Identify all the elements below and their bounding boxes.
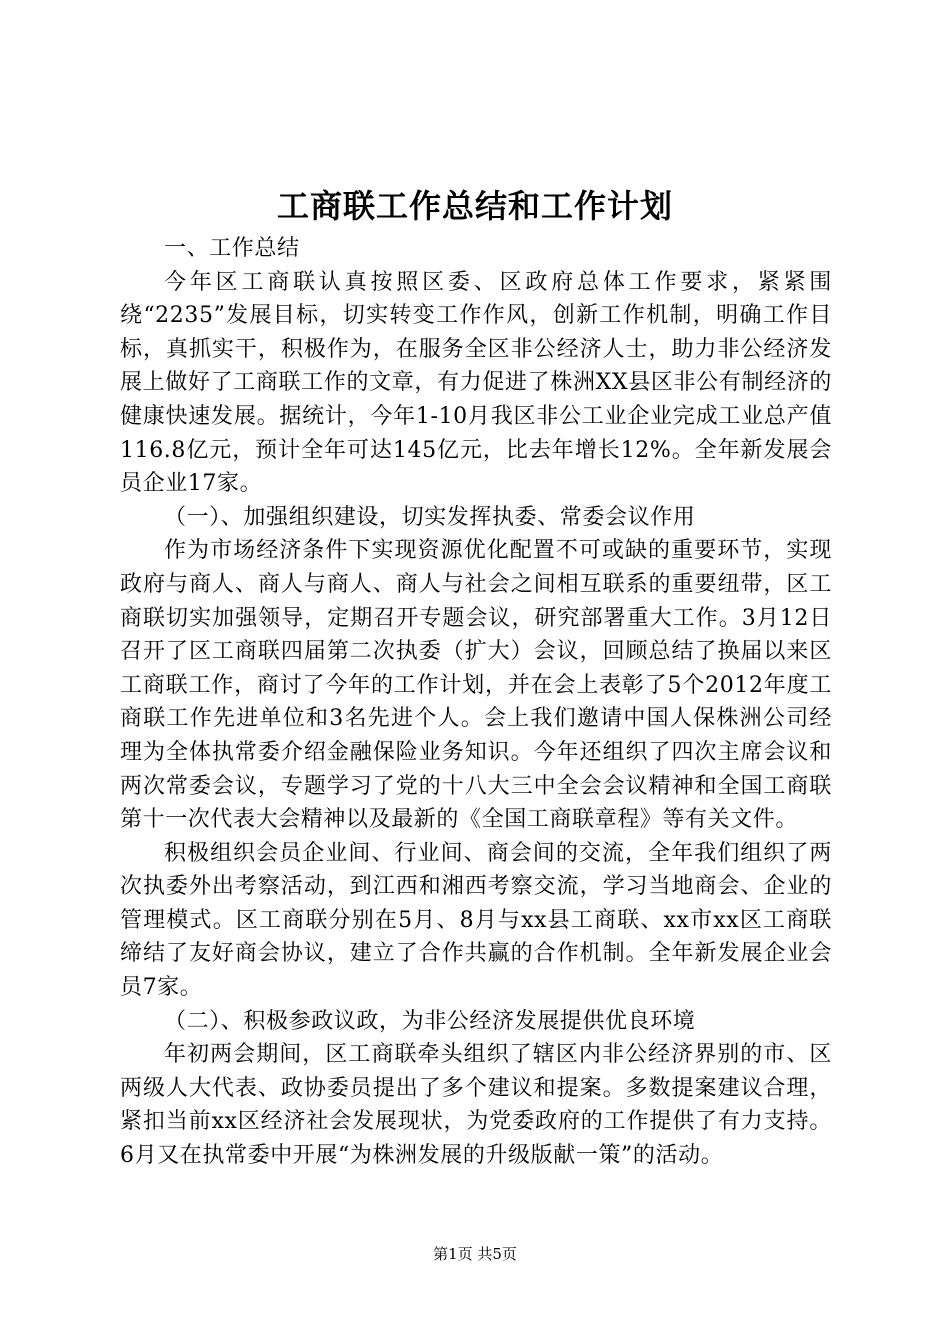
paragraph: 今年区工商联认真按照区委、区政府总体工作要求，紧紧围绕“2235”发展目标，切实转变工作作风，创新工作机制，明确工作目标，真抓实干，积极作为，在服务全区非公经济人士，助力非公经济发展上做好了工商联工作的文章，有力促进了株洲XX县区非公有制经济的健康快速发展。据统计，今年1-10月我区非公工业企业完成工业总产值116.8亿元，预计全年可达145亿元，比去年增长12%。全年新发展会员企业17家。 (120, 269, 832, 497)
page-footer: 第1页 共5页 (433, 1245, 517, 1263)
subsection-heading: （一）、加强组织建设，切实发挥执委、常委会议作用 (164, 504, 696, 530)
document-body (120, 232, 832, 1173)
paragraph: 年初两会期间，区工商联牵头组织了辖区内非公经济界别的市、区两级人大代表、政协委员提出了多个建议和提案。多数提案建议合理，紧扣当前xx区经济社会发展现状，为党委政府的工作提供了有力支持。6月又在执常委中开展“为株洲发展的升级版献一策”的活动。 (120, 1042, 832, 1169)
subsection-heading: （二）、积极参政议政，为非公经济发展提供优良环境 (164, 1008, 696, 1034)
section-heading: 一、工作总结 (164, 236, 300, 261)
document-title: 工商联工作总结和工作计划 (276, 187, 673, 225)
paragraph: 积极组织会员企业间、行业间、商会间的交流，全年我们组织了两次执委外出考察活动，到江西和湘西考察交流，学习当地商会、企业的管理模式。区工商联分别在5月、8月与xx县工商联、xx市xx区工商联缔结了友好商会协议，建立了合作共赢的合作机制。全年新发展企业会员7家。 (120, 840, 832, 1001)
paragraph: 作为市场经济条件下实现资源优化配置不可或缺的重要环节，实现政府与商人、商人与商人、商人与社会之间相互联系的重要纽带，区工商联切实加强领导，定期召开专题会议，研究部署重大工作。3月12日召开了区工商联四届第二次执委（扩大）会议，回顾总结了换届以来区工商联工作，商讨了今年的工作计划，并在会上表彰了5个2012年度工商联工作先进单位和3名先进个人。会上我们邀请中国人保株洲公司经理为全体执常委介绍金融保险业务知识。今年还组织了四次主席会议和两次常委会议，专题学习了党的十八大三中全会会议精神和全国工商联第十一次代表大会精神以及最新的《全国工商联章程》等有关文件。 (120, 538, 832, 833)
